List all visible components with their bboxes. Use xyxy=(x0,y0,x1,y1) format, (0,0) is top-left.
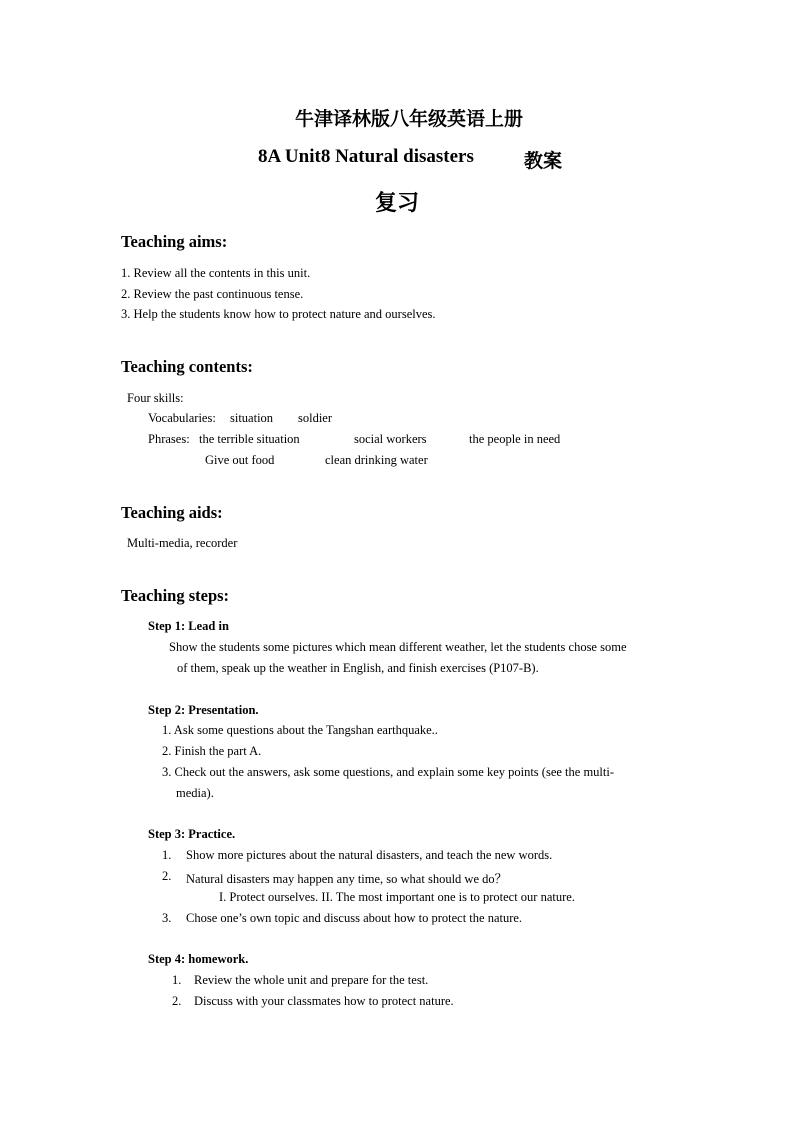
phrase: the terrible situation xyxy=(199,432,300,446)
step-3-item: Chose one’s own topic and discuss about how to protect the nature. xyxy=(186,911,523,925)
four-skills-label: Four skills: xyxy=(127,391,184,405)
aids-text: Multi-media, recorder xyxy=(127,536,238,550)
step-2-title: Step 2: Presentation. xyxy=(148,703,259,717)
phrases-label: Phrases: xyxy=(148,432,190,446)
heading-teaching-steps: Teaching steps: xyxy=(121,586,230,605)
aim-item: 3. Help the students know how to protect nature and ourselves. xyxy=(121,307,436,321)
vocab-word: soldier xyxy=(298,411,333,425)
step-1-title: Step 1: Lead in xyxy=(148,619,229,633)
step-4-item: Discuss with your classmates how to protect nature. xyxy=(194,994,454,1008)
step-1-text: Show the students some pictures which mean different weather, let the students chose some xyxy=(169,640,627,654)
heading-teaching-aims: Teaching aims: xyxy=(121,232,228,251)
step-2-item: 2. Finish the part A. xyxy=(162,744,262,758)
step-3-item: Natural disasters may happen any time, so what should we do？ xyxy=(186,872,508,886)
vocab-word: situation xyxy=(230,411,274,425)
phrase: social workers xyxy=(354,432,427,446)
step-3-item: Show more pictures about the natural disasters, and teach the new words. xyxy=(186,848,553,862)
step-4-item: Review the whole unit and prepare for the test. xyxy=(194,973,429,987)
phrase: the people in need xyxy=(469,432,561,446)
step-3-title: Step 3: Practice. xyxy=(148,827,236,841)
step-2-item: 1. Ask some questions about the Tangshan earthquake.. xyxy=(162,723,438,737)
doc-title-review: 复习 xyxy=(374,191,419,216)
step-3-subitem: I. Protect ourselves. II. The most important one is to protect our nature. xyxy=(219,890,575,904)
phrase: Give out food xyxy=(205,453,275,467)
doc-title-line1: 牛津译林版八年级英语上册 xyxy=(294,108,523,130)
step-3-item-number: 2. xyxy=(162,869,172,883)
doc-title-unit: 8A Unit8 Natural disasters xyxy=(258,146,474,167)
step-2-item: media). xyxy=(176,786,214,800)
aim-item: 2. Review the past continuous tense. xyxy=(121,287,304,301)
step-2-item: 3. Check out the answers, ask some questions, and explain some key points (see the multi- xyxy=(162,765,614,779)
step-3-item-number: 1. xyxy=(162,848,172,862)
step-4-item-number: 2. xyxy=(172,994,182,1008)
step-3-item-number: 3. xyxy=(162,911,172,925)
heading-teaching-aids: Teaching aids: xyxy=(121,503,223,522)
step-4-title: Step 4: homework. xyxy=(148,952,249,966)
aim-item: 1. Review all the contents in this unit. xyxy=(121,266,311,280)
step-1-text: of them, speak up the weather in English, and finish exercises (P107-B). xyxy=(177,661,539,675)
phrase: clean drinking water xyxy=(325,453,428,467)
step-4-item-number: 1. xyxy=(172,973,182,987)
vocab-label: Vocabularies: xyxy=(148,411,216,425)
heading-teaching-contents: Teaching contents: xyxy=(121,357,253,376)
doc-title-lesson-plan: 教案 xyxy=(524,150,563,172)
